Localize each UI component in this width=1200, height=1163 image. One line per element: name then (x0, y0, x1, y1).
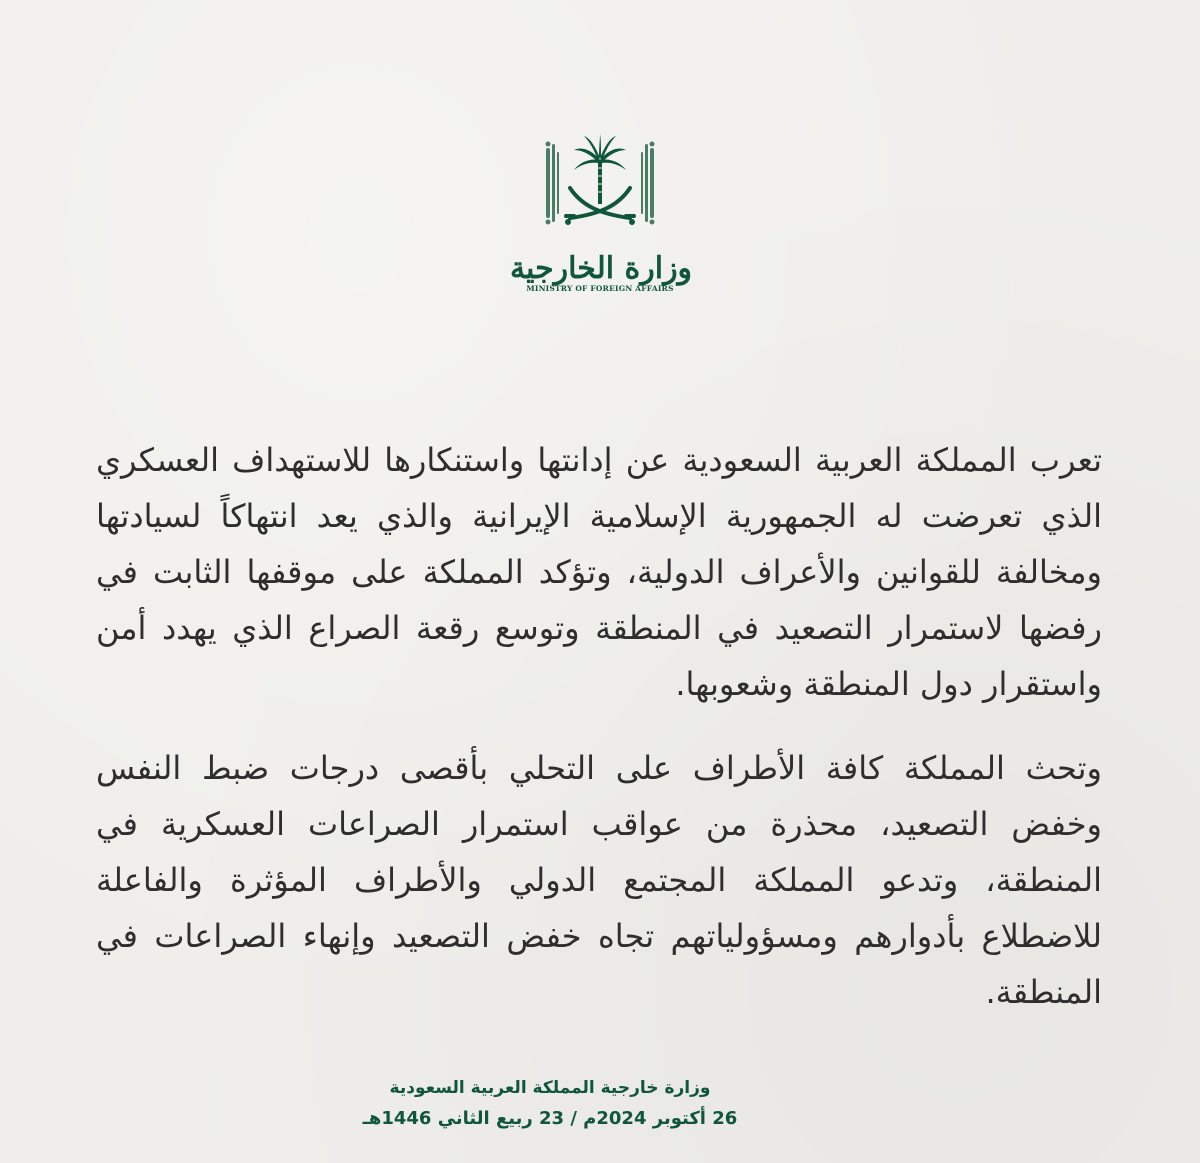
palm-and-crossed-swords-emblem-icon (540, 130, 660, 230)
footer-ministry-name: وزارة خارجية المملكة العربية السعودية (389, 1078, 711, 1098)
statement-paragraph-2: وتحث المملكة كافة الأطراف على التحلي بأقصى درجات ضبط النفس وخفض التصعيد، محذرة من عواقب استمرار الصراعات العسكرية في المنطقة، وتدعو المملكة المجتمع الدولي والأطراف المؤثرة والفاعلة للاضطلاع بأدوارهم ومسؤولياتهم تجاه خفض التصعيد وإنهاء الصراعات في المنطقة. (96, 749, 1102, 1011)
wordmark-text: وزارة الخارجية (509, 251, 693, 286)
ministry-english-title: MINISTRY OF FOREIGN AFFAIRS (526, 284, 674, 293)
statement-paragraph-1: تعرب المملكة العربية السعودية عن إدانتها واستنكارها للاستهداف العسكري الذي تعرضت له الجمهورية الإسلامية الإيرانية والذي يعد انتهاكاً لسيادتها ومخالفة للقوانين والأعراف الدولية، وتؤكد المملكة على موقفها الثابت في رفضها لاستمرار التصعيد في المنطقة وتوسع رقعة الصراع الذي يهدد أمن واستقرار دول المنطقة وشعوبها. (96, 441, 1102, 703)
footer-date: 26 أكتوبر 2024م / 23 ربيع الثاني 1446هـ (362, 1108, 738, 1129)
